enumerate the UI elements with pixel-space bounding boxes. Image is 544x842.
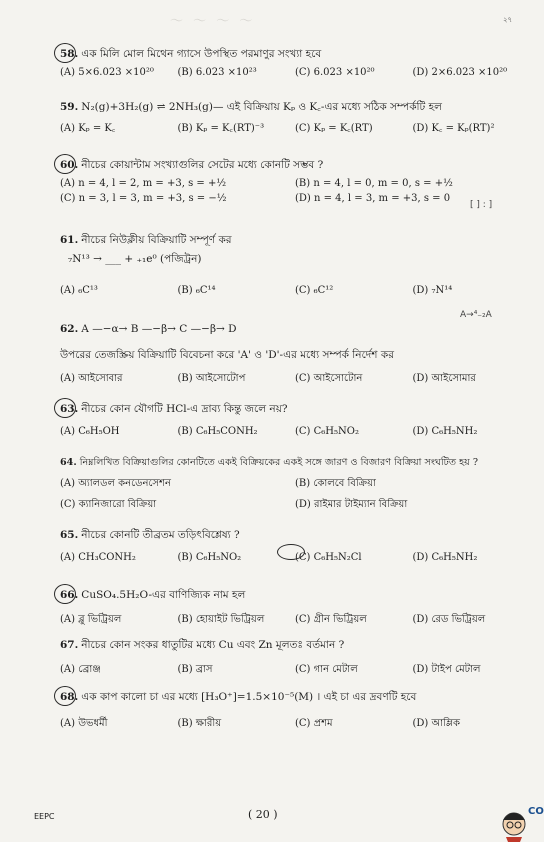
- option-b[interactable]: (B) ব্রাস: [177, 664, 213, 675]
- option-d[interactable]: (D) 2×6.023 ×10²⁰: [412, 67, 508, 78]
- options: [60, 476, 530, 518]
- pen-scribble: A→⁴₋₂A: [460, 310, 492, 320]
- bleed-through-watermark: 〜 〜 〜 〜: [170, 14, 256, 29]
- option-d[interactable]: (D) টাইপ মেটাল: [412, 664, 481, 675]
- option-b[interactable]: (B) C₆H₅NO₂: [177, 552, 242, 563]
- option-d[interactable]: (D) K꜀ = Kₚ(RT)²: [412, 123, 495, 134]
- pen-circle-mark: [54, 43, 76, 63]
- question-text: 59. N₂(g)+3H₂(g) ⇌ 2NH₃(g)— এই বিক্রিয়ায় Kₚ ও K꜀-এর মধ্যে সঠিক সম্পর্কটি হল: [60, 101, 442, 113]
- option-c[interactable]: (C) C₆H₅N₂Cl: [295, 552, 362, 563]
- option-b[interactable]: (B) Kₚ = K꜀(RT)⁻³: [177, 123, 265, 134]
- options: [60, 612, 530, 629]
- question-text: 63. নীচের কোন যৌগটি HCl-এ দ্রাব্য কিন্তু জলে নয়?: [60, 403, 288, 415]
- option-a[interactable]: (A) n = 4, l = 2, m = +3, s = +½: [60, 178, 227, 189]
- options: [60, 716, 530, 733]
- option-a[interactable]: (A) অ্যালডল কনডেনসেশন: [60, 478, 171, 489]
- nuclear-equation: ₇N¹³ → ___ + ₊₁e⁰ (পজিট্রন): [68, 253, 202, 265]
- question-text: 61. নীচের নিউক্লীয় বিক্রিয়াটি সম্পূর্ণ কর: [60, 234, 232, 246]
- question-text: 64. নিম্নলিখিত বিক্রিয়াগুলির কোনটিতে একই বিক্রিয়কের একই সঙ্গে জারণ ও বিজারণ বিক্রিয়া সংঘটিত হয় ?: [60, 457, 478, 468]
- option-b[interactable]: (B) C₆H₅CONH₂: [177, 426, 258, 437]
- option-a[interactable]: (A) ₆C¹³: [60, 285, 98, 296]
- option-d[interactable]: (D) রেড ভিট্রিয়ল: [412, 614, 486, 625]
- question-66: [60, 588, 530, 629]
- option-a[interactable]: (A) Kₚ = K꜀: [60, 123, 116, 134]
- option-a[interactable]: (A) ব্রোঞ্জ: [60, 664, 101, 675]
- question-subtext: উপরের তেজস্ক্রিয় বিক্রিয়াটি বিবেচনা করে 'A' ও 'D'-এর মধ্যে সম্পর্ক নির্দেশ কর: [60, 349, 394, 361]
- option-a[interactable]: (A) 5×6.023 ×10²⁰: [60, 67, 154, 78]
- question-text: 66. CuSO₄.5H₂O-এর বাণিজ্যিক নাম হল: [60, 589, 246, 601]
- question-text: 68. এক কাপ কালো চা এর মধ্যে [H₃O⁺]=1.5×10⁻⁵(M) । এই চা এর দ্রবণটি হবে: [60, 691, 417, 703]
- option-a[interactable]: (A) C₆H₅OH: [60, 426, 120, 437]
- pen-circle-mark: [54, 686, 76, 706]
- question-62: [60, 322, 530, 388]
- option-c[interactable]: (C) 6.023 ×10²⁰: [295, 67, 375, 78]
- option-c[interactable]: (C) Kₚ = K꜀(RT): [295, 123, 373, 134]
- pen-scribble: [ ] : ]: [470, 200, 493, 210]
- option-b[interactable]: (B) n = 4, l = 0, m = 0, s = +½: [295, 178, 453, 189]
- question-58: [60, 47, 530, 78]
- options: [60, 285, 530, 296]
- option-c[interactable]: (C) আইসোটোন: [295, 373, 363, 384]
- pen-circle-mark: [54, 584, 76, 604]
- option-a[interactable]: (A) CH₃CONH₂: [60, 552, 136, 563]
- option-a[interactable]: (A) উভধর্মী: [60, 718, 108, 729]
- option-c[interactable]: (C) গ্রীন ভিট্রিয়ল: [295, 614, 367, 625]
- pen-circle-mark: [54, 154, 76, 174]
- option-c[interactable]: (C) n = 3, l = 3, m = +3, s = −½: [60, 193, 227, 204]
- option-d[interactable]: (D) C₆H₅NH₂: [412, 552, 478, 563]
- option-d[interactable]: (D) রাইমার টাইম্যান বিক্রিয়া: [295, 499, 408, 510]
- option-c[interactable]: (C) প্রশম: [295, 718, 333, 729]
- option-a[interactable]: (A) আইসোবার: [60, 373, 123, 384]
- options: [60, 178, 530, 208]
- question-text: 65. নীচের কোনটি তীব্রতম তড়িৎবিশ্লেষ্য ?: [60, 529, 240, 541]
- question-68: [60, 690, 530, 733]
- options: [60, 371, 530, 388]
- options: [60, 67, 530, 78]
- option-b[interactable]: (B) 6.023 ×10²³: [177, 67, 257, 78]
- pen-circle-mark: [277, 544, 305, 560]
- corner-mark: ২৭: [503, 16, 513, 24]
- question-67: [60, 638, 530, 679]
- question-60: [60, 158, 530, 208]
- options: [60, 662, 530, 679]
- question-59: [60, 100, 530, 134]
- question-63: [60, 402, 530, 437]
- option-d[interactable]: (D) আম্লিক: [412, 718, 460, 729]
- question-64: [60, 456, 530, 518]
- options: [60, 120, 530, 134]
- option-b[interactable]: (B) আইসোটোপ: [177, 373, 246, 384]
- question-text: 60. নীচের কোয়ান্টাম সংখ্যাগুলির সেটের মধ্যে কোনটি সম্ভব ?: [60, 159, 324, 171]
- pen-circle-mark: [54, 398, 76, 418]
- option-a[interactable]: (A) ব্লু ভিট্রিয়ল: [60, 614, 122, 625]
- option-b[interactable]: (B) হোয়াইট ভিট্রিয়ল: [177, 614, 265, 625]
- option-c[interactable]: (C) ₆C¹²: [295, 285, 334, 296]
- question-text: 62. A —−α→ B —−β→ C —−β→ D: [60, 323, 237, 335]
- options: [60, 426, 530, 437]
- option-c[interactable]: (C) ক্যানিজারো বিক্রিয়া: [60, 499, 157, 510]
- footer-code: EEPC: [34, 812, 55, 821]
- option-c[interactable]: (C) C₆H₅NO₂: [295, 426, 359, 437]
- option-b[interactable]: (B) ₆C¹⁴: [177, 285, 216, 296]
- option-b[interactable]: (B) কোলবে বিক্রিয়া: [295, 478, 376, 489]
- question-61: [60, 233, 530, 296]
- option-c[interactable]: (C) গান মেটাল: [295, 664, 358, 675]
- question-text: 58. এক মিলি মোল মিথেন গ্যাসে উপস্থিত পরমাণুর সংখ্যা হবে: [60, 48, 322, 60]
- option-d[interactable]: (D) ₇N¹⁴: [412, 285, 453, 296]
- option-d[interactable]: (D) C₆H₅NH₂: [412, 426, 478, 437]
- page-number: ( 20 ): [248, 808, 278, 821]
- question-text: 67. নীচের কোন সংকর ধাতুটির মধ্যে Cu এবং Zn মূলতঃ বর্তমান ?: [60, 639, 345, 651]
- logo-text: CO: [528, 806, 544, 817]
- option-d[interactable]: (D) আইসোমার: [412, 373, 476, 384]
- option-d[interactable]: (D) n = 4, l = 3, m = +3, s = 0: [295, 193, 451, 204]
- option-b[interactable]: (B) ক্ষারীয়: [177, 718, 222, 729]
